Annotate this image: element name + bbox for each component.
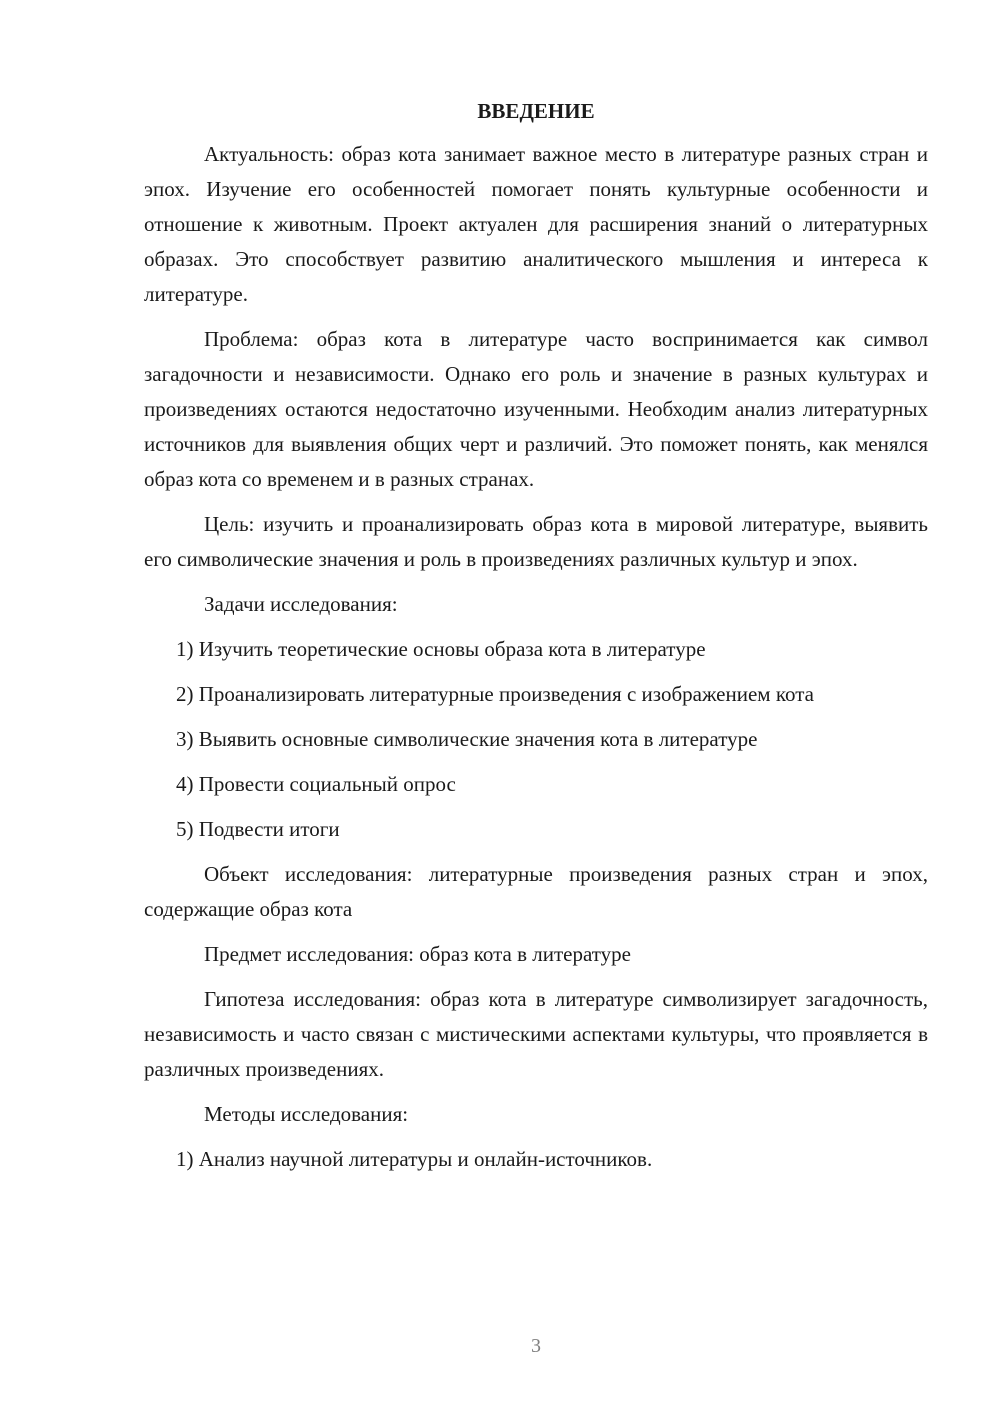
page-number: 3: [531, 1335, 541, 1357]
section-title: ВВЕДЕНИЕ: [477, 99, 595, 123]
relevance-paragraph: Актуальность: образ кота занимает важное место в литературе разных стран и эпох. Изучение его особенностей помогает понять культурные особенности и отношение к животным. Проект актуален для расширения знаний о литературных образах. Это способствует развитию аналитического мышления и интереса к литературе.: [144, 142, 928, 306]
research-subject-paragraph: Предмет исследования: образ кота в литературе: [204, 942, 631, 966]
problem-paragraph: Проблема: образ кота в литературе часто воспринимается как символ загадочности и независимости. Однако его роль и значение в разных культурах и произведениях остаются недостаточно изученными. Необходим анализ литературных источников для выявления общих черт и различий. Это поможет понять, как менялся образ кота со временем и в разных странах.: [144, 327, 928, 491]
method-item: 1) Анализ научной литературы и онлайн-источников.: [176, 1147, 653, 1171]
task-item: 4) Провести социальный опрос: [176, 772, 456, 796]
methods-heading: Методы исследования:: [204, 1102, 409, 1126]
hypothesis-paragraph: Гипотеза исследования: образ кота в литературе символизирует загадочность, независимость и часто связан с мистическими аспектами культуры, что проявляется в различных произведениях.: [144, 987, 928, 1081]
research-object-paragraph: Объект исследования: литературные произведения разных стран и эпох, содержащие образ кота: [144, 862, 928, 921]
task-item: 3) Выявить основные символические значения кота в литературе: [176, 727, 758, 751]
goal-paragraph: Цель: изучить и проанализировать образ кота в мировой литературе, выявить его символические значения и роль в произведениях различных культур и эпох.: [144, 512, 928, 571]
task-item: 5) Подвести итоги: [176, 817, 340, 841]
page-content: [144, 96, 928, 1187]
tasks-heading: Задачи исследования:: [204, 592, 398, 616]
task-item: 1) Изучить теоретические основы образа кота в литературе: [176, 637, 706, 661]
task-item: 2) Проанализировать литературные произведения с изображением кота: [176, 682, 814, 706]
